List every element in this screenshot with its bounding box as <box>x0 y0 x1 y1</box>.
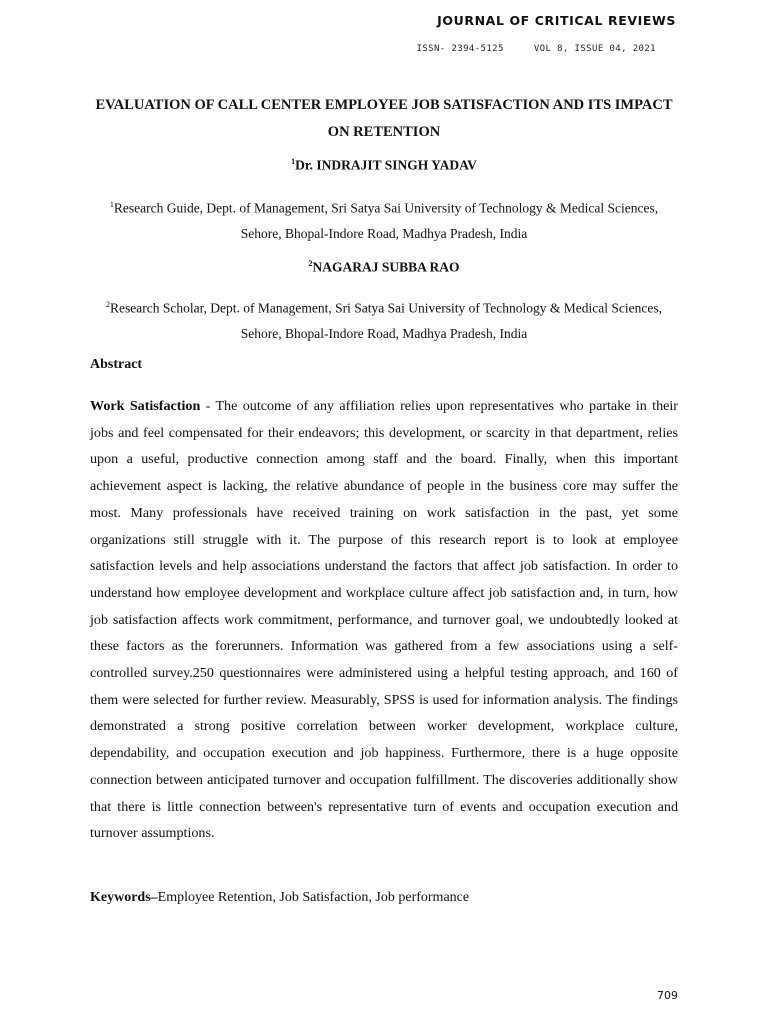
affiliation-1 <box>90 192 678 246</box>
author-1-superscript: 1 <box>291 157 296 166</box>
affiliation-2-superscript: 2 <box>106 300 110 309</box>
abstract-text: - The outcome of any affiliation relies upon representatives who partake in their jobs and feel compensated for their endeavors; this development, or scarcity in that department, relies upon a useful, productive connection among staff and the board. Finally, when this important achievement aspect is lacking, the relative abundance of people in the business core may suffer the most. Many professionals have received training on work satisfaction in the past, yet some organizations still struggle with it. The purpose of this research report is to look at employee satisfaction levels and help associations understand the factors that affect job satisfaction. In order to understand how employee development and workplace culture affect job satisfaction and, in turn, how job satisfaction affects work commitment, performance, and turnover goal, we undoubtedly looked at these factors as the forerunners. Information was gathered from a few associations using a self-controlled survey.250 questionnaires were administered using a helpful testing approach, and 160 of them were selected for further review. Measurably, SPSS is used for information analysis. The findings demonstrated a strong positive correlation between worker development, workplace culture, dependability, and occupation execution and job happiness. Furthermore, there is a huge opposite connection between anticipated turnover and occupation fulfillment. The discoveries additionally show that there is little connection between's representative turn of events and occupation execution and turnover assumptions. <box>90 398 678 842</box>
keywords-line <box>90 890 678 906</box>
affiliation-1-text: Research Guide, Dept. of Management, Sri Satya Sai University of Technology & Medical Sciences, Sehore, Bhopal-Indore Road, Madhya Pradesh, India <box>113 200 659 241</box>
author-2-name: NAGARAJ SUBBA RAO <box>312 259 460 275</box>
author-2-superscript: 2 <box>308 259 313 268</box>
author-1 <box>90 157 678 174</box>
page-number: 709 <box>657 989 678 1002</box>
keywords-label: Keywords– <box>90 890 158 905</box>
abstract-paragraph <box>90 393 678 847</box>
affiliation-1-superscript: 1 <box>109 200 114 209</box>
author-2 <box>90 259 678 276</box>
issn-text: ISSN- 2394-5125 <box>416 44 504 54</box>
affiliation-2 <box>90 292 678 346</box>
abstract-lead-term: Work Satisfaction <box>90 398 201 414</box>
author-1-name: Dr. INDRAJIT SINGH YADAV <box>295 157 477 173</box>
volume-issue-text: VOL 8, ISSUE 04, 2021 <box>533 44 656 54</box>
keywords-text: Employee Retention, Job Satisfaction, Job performance <box>157 890 470 905</box>
affiliation-2-text: Research Scholar, Dept. of Management, Sri Satya Sai University of Technology & Medical Sciences, Sehore, Bhopal-Indore Road, Madhya Pradesh, India <box>110 300 662 341</box>
journal-title: JOURNAL OF CRITICAL REVIEWS <box>437 13 676 28</box>
issn-volume-line <box>417 44 656 54</box>
paper-title: EVALUATION OF CALL CENTER EMPLOYEE JOB SATISFACTION AND ITS IMPACT ON RETENTION <box>95 97 673 140</box>
abstract-heading: Abstract <box>90 357 143 372</box>
